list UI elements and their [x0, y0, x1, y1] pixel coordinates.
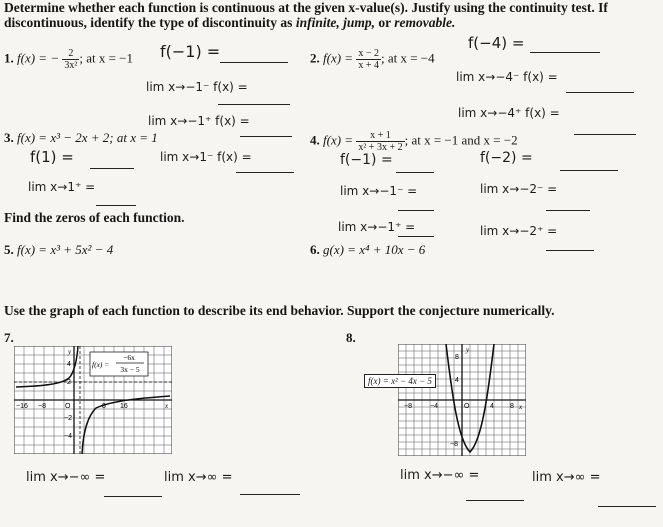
problem-4-number: 4. [310, 132, 320, 148]
problem-1-numerator: 2 [62, 48, 79, 60]
graph-8-x-label: x [519, 403, 523, 411]
problem-2 [310, 48, 435, 71]
problem-1-denominator: 3x² [64, 60, 78, 71]
p7-lim-neg-inf: lim x→−∞ = [26, 470, 106, 485]
problem-6-number: 6. [310, 242, 320, 257]
p4-lim1-right: lim x→−1⁺ = [338, 220, 416, 234]
problem-4-point: ; at x = −1 and x = −2 [404, 132, 518, 148]
problem-2-fraction [356, 48, 381, 71]
problem-6-function: g(x) = x⁴ + 10x − 6 [323, 242, 426, 257]
graph-8-tick-y-8: 8 [455, 354, 459, 361]
graph-7-tick-x-neg8: −8 [38, 403, 46, 410]
problem-5-number: 5. [4, 242, 14, 257]
p8-lim-neg-inf-blank [466, 500, 524, 501]
p3-lim-right: lim x→1⁺ = [28, 180, 96, 194]
graph-7-tick-y-2: 2 [67, 379, 71, 386]
problem-3-function: f(x) = x³ − 2x + 2; at x = 1 [17, 130, 158, 145]
problem-4-function: f(x) = [323, 132, 354, 148]
p4-lim1-left-blank [398, 210, 434, 211]
graph-7 [14, 346, 172, 454]
instructions-prefix: discontinuous, identify the type of discontinuity as [4, 15, 296, 30]
p2-lim-right-blank [574, 134, 636, 135]
graph-8-tick-x-4: 4 [490, 403, 494, 410]
p8-lim-pos-inf-blank [598, 506, 656, 507]
graph-7-tick-x-neg16: −16 [16, 403, 28, 410]
section-zeros-heading: Find the zeros of each function. [4, 210, 185, 225]
p3-lim-left-blank [236, 172, 294, 173]
problem-2-numerator: x − 2 [358, 48, 379, 59]
problem-2-number: 2. [310, 50, 320, 66]
p4-lim2-left: lim x→−2⁻ = [480, 182, 558, 196]
p2-lim-right: lim x→−4⁺ f(x) = [458, 106, 560, 120]
problem-2-function: f(x) = [323, 50, 354, 66]
problem-2-point: ; at x = −4 [380, 50, 435, 66]
instructions-line-1: Determine whether each function is continuous at the given x-value(s). Justify using the continuity test. If [4, 0, 608, 15]
p2-f-blank [530, 52, 600, 53]
p1-lim-right: lim x→−1⁺ f(x) = [148, 114, 250, 128]
problem-1-point: ; at x = −1 [79, 50, 134, 66]
p1-f-value: f(−1) = [160, 42, 221, 61]
graph-8-tick-y-4: 4 [455, 377, 459, 384]
p3-f-value: f(1) = [30, 148, 74, 166]
instructions-removable: removable. [394, 15, 456, 30]
p1-lim-left: lim x→−1⁻ f(x) = [146, 80, 248, 94]
graph-7-tick-y-neg4: −4 [64, 433, 72, 440]
p7-lim-pos-inf-blank [240, 494, 300, 495]
problem-1 [4, 48, 133, 71]
problem-4-denominator: x² + 3x + 2 [358, 142, 403, 153]
problem-4-numerator: x + 1 [356, 130, 404, 142]
p8-lim-neg-inf: lim x→−∞ = [400, 468, 480, 483]
instructions-or: or [374, 15, 395, 30]
p3-lim-left: lim x→1⁻ f(x) = [160, 150, 252, 164]
problem-5-function: f(x) = x³ + 5x² − 4 [17, 242, 114, 257]
graph-8-tick-x-neg4: −4 [430, 403, 438, 410]
p4-lim1-left: lim x→−1⁻ = [340, 184, 418, 198]
problem-3-number: 3. [4, 130, 14, 145]
graph-8-tick-x-8: 8 [510, 403, 514, 410]
problem-8-number: 8. [346, 330, 356, 345]
instructions-types: infinite, jump, [295, 15, 375, 30]
p3-f-blank [90, 168, 134, 169]
graph-7-tick-x-8: 8 [102, 403, 106, 410]
p4-f-minus1-blank [396, 172, 434, 173]
p1-lim-right-blank [240, 136, 292, 137]
p4-lim1-right-blank [398, 236, 434, 237]
problem-3 [4, 130, 158, 146]
p1-f-blank [220, 62, 288, 63]
p4-lim2-left-blank [546, 210, 590, 211]
section-end-behavior-heading: Use the graph of each function to describe its end behavior. Support the conjecture numerically. [4, 303, 555, 318]
graph-7-x-label: x [165, 402, 169, 410]
graph-7-tick-x-origin: O [65, 403, 71, 410]
graph-8-tick-x-origin: O [464, 403, 470, 410]
graph-7-tick-y-neg2: −2 [64, 415, 72, 422]
p3-lim-right-blank [96, 205, 136, 206]
graph-8-function-label: f(x) = x² − 4x − 5 [364, 374, 436, 388]
graph-7-label-denominator: 3x − 5 [120, 365, 140, 374]
graph-8-y-label: y [466, 346, 470, 354]
graph-8-tick-x-neg8: −8 [404, 403, 412, 410]
graph-8-tick-y-neg8: −8 [450, 441, 458, 448]
problem-4-fraction [356, 130, 404, 153]
problem-1-number: 1. [4, 50, 14, 66]
p7-lim-pos-inf: lim x→∞ = [164, 470, 233, 485]
instructions-line-2 [4, 15, 455, 31]
problem-5 [4, 242, 113, 258]
graph-7-tick-y-4: 4 [67, 361, 71, 368]
p4-f-minus2: f(−2) = [480, 150, 533, 166]
p4-f-minus1: f(−1) = [340, 152, 393, 168]
graph-8 [398, 344, 526, 456]
p1-lim-left-blank [218, 104, 290, 105]
graph-7-label-numerator: −6x [123, 353, 135, 362]
problem-1-fraction [62, 48, 79, 71]
problem-6 [310, 242, 425, 258]
p7-lim-neg-inf-blank [104, 496, 162, 497]
p2-f-value: f(−4) = [468, 34, 525, 52]
p4-lim2-right-blank [546, 250, 594, 251]
p4-lim2-right: lim x→−2⁺ = [480, 224, 558, 238]
p4-f-minus2-blank [560, 170, 618, 171]
p2-lim-left-blank [566, 92, 634, 93]
p8-lim-pos-inf: lim x→∞ = [532, 470, 601, 485]
graph-7-tick-x-16: 16 [120, 403, 128, 410]
problem-7-number: 7. [4, 330, 14, 345]
problem-1-function: f(x) = − [17, 50, 60, 66]
p2-lim-left: lim x→−4⁻ f(x) = [456, 70, 558, 84]
graph-7-label-prefix: f(x) = [92, 360, 110, 369]
problem-2-denominator: x + 4 [358, 60, 379, 71]
graph-7-y-label: y [68, 348, 72, 356]
